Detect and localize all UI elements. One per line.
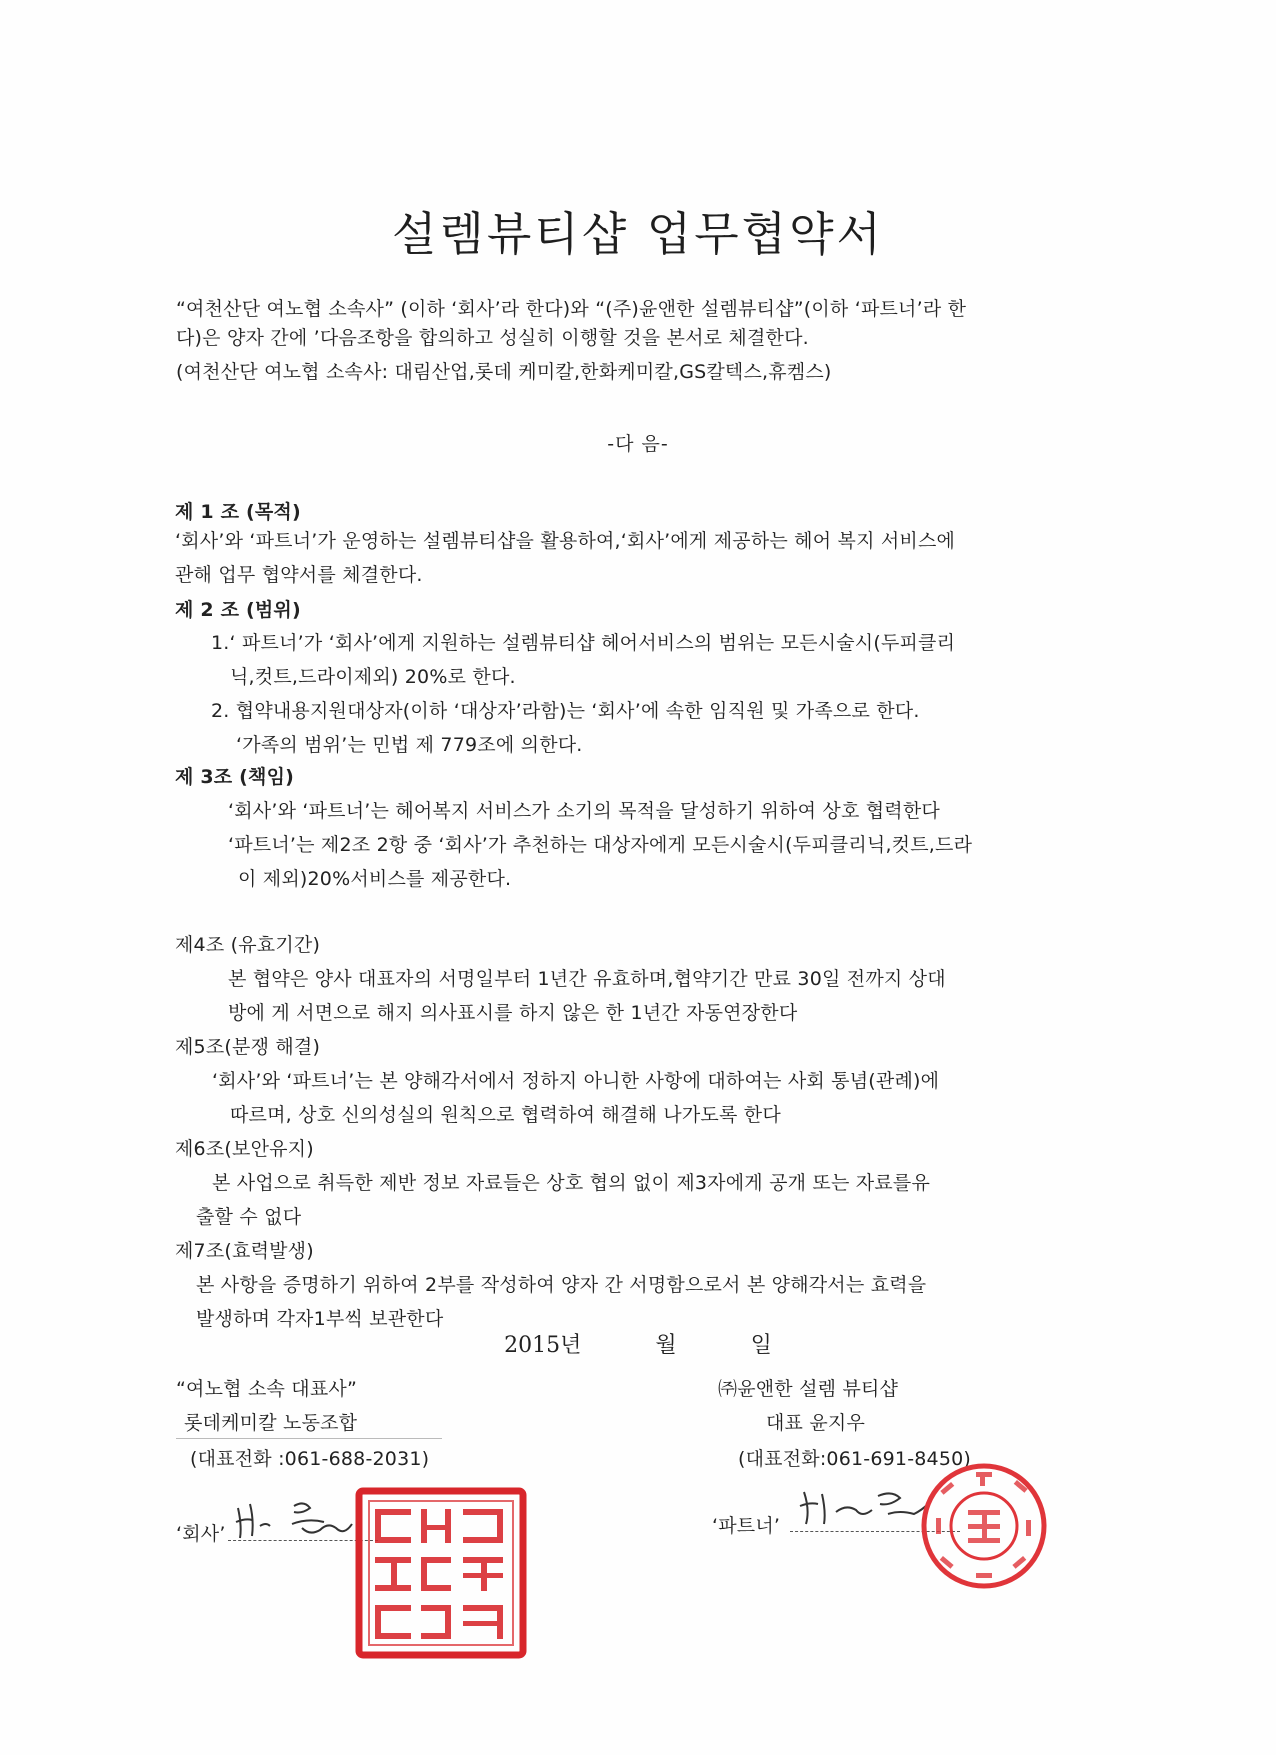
intro-line-1: “여천산단 여노협 소속사” (이하 ‘회사’라 한다)와 “(주)윤앤한 설렘뷰티샵”(이하 ‘파트너’라 한 — [176, 298, 967, 320]
signing-date — [0, 1332, 1276, 1360]
company-signature — [232, 1496, 372, 1544]
article-5-line-2: 따르며, 상호 신의성실의 원칙으로 협력하여 해결해 나가도록 한다 — [230, 1104, 781, 1126]
article-3-line-2: ‘파트너’는 제2조 2항 중 ‘회사’가 추천하는 대상자에게 모든시술시(두피클리닉,컷트,드라 — [228, 834, 973, 856]
company-sign-label: ‘회사’ — [176, 1523, 226, 1545]
partner-party-phone: (대표전화:061-691-8450) — [738, 1448, 972, 1470]
article-1-line-1: ‘회사’와 ‘파트너’가 운영하는 설렘뷰티샵을 활용하여,‘회사’에게 제공하는 헤어 복지 서비스에 — [175, 530, 956, 552]
partner-signature — [796, 1484, 936, 1530]
article-2-heading: 제 2 조 (범위) — [175, 599, 301, 621]
article-7-line-2: 발생하며 각자1부씩 보관한다 — [196, 1308, 444, 1330]
date-year: 2015년 — [504, 1333, 582, 1358]
partner-party-label: ㈜윤앤한 설렘 뷰티샵 — [718, 1378, 899, 1400]
article-4-line-1: 본 협약은 양사 대표자의 서명일부터 1년간 유효하며,협약기간 만료 30일 전까지 상대 — [228, 968, 946, 990]
article-3-line-1: ‘회사’와 ‘파트너’는 헤어복지 서비스가 소기의 목적을 달성하기 위하여 상호 협력한다 — [228, 800, 940, 822]
article-7-line-1: 본 사항을 증명하기 위하여 2부를 작성하여 양자 간 서명함으로서 본 양해각서는 효력을 — [196, 1274, 927, 1296]
article-1-heading: 제 1 조 (목적) — [175, 501, 301, 523]
article-5-heading: 제5조(분쟁 해결) — [175, 1036, 321, 1058]
article-4-line-2: 방에 게 서면으로 해지 의사표시를 하지 않은 한 1년간 자동연장한다 — [228, 1002, 798, 1024]
article-2-line-1: 1.‘ 파트너’가 ‘회사’에게 지원하는 설렘뷰티샵 헤어서비스의 범위는 모든시술시(두피클리 — [211, 632, 956, 654]
intro-line-3: (여천산단 여노협 소속사: 대림산업,롯데 케미칼,한화케미칼,GS칼텍스,휴켐스) — [176, 361, 832, 383]
article-4-heading: 제4조 (유효기간) — [175, 934, 321, 956]
article-2-line-4: ‘가족의 범위’는 민법 제 779조에 의한다. — [236, 734, 583, 756]
article-6-line-1: 본 사업으로 취득한 제반 정보 자료들은 상호 협의 없이 제3자에게 공개 또는 자료를유 — [212, 1172, 931, 1194]
article-5-line-1: ‘회사’와 ‘파트너’는 본 양해각서에서 정하지 아니한 사항에 대하여는 사회 통념(관례)에 — [212, 1070, 940, 1092]
company-red-square-stamp — [355, 1487, 527, 1659]
document-title: 설렘뷰티샵 업무협약서 — [392, 207, 884, 261]
article-6-line-2: 출할 수 없다 — [196, 1206, 302, 1228]
article-6-heading: 제6조(보안유지) — [175, 1138, 314, 1160]
company-separator-line — [176, 1438, 442, 1439]
article-3-heading: 제 3조 (책임) — [175, 766, 295, 788]
article-2-line-2: 닉,컷트,드라이제외) 20%로 한다. — [230, 666, 516, 688]
company-party-name: 롯데케미칼 노동조합 — [184, 1412, 358, 1434]
date-day: 일 — [750, 1333, 772, 1358]
company-party-phone: (대표전화 :061-688-2031) — [190, 1448, 430, 1470]
partner-sign-label: ‘파트너’ — [712, 1515, 781, 1537]
article-7-heading: 제7조(효력발생) — [175, 1240, 314, 1262]
article-1-line-2: 관해 업무 협약서를 체결한다. — [175, 564, 423, 586]
partner-representative: 대표 윤지우 — [766, 1412, 866, 1434]
partner-red-round-seal — [918, 1460, 1050, 1592]
company-party-label: “여노협 소속 대표사” — [176, 1378, 357, 1400]
divider-text: -다 음- — [607, 433, 669, 455]
article-2-line-3: 2. 협약내용지원대상자(이하 ‘대상자’라함)는 ‘회사’에 속한 임직원 및 가족으로 한다. — [211, 700, 920, 722]
intro-line-2: 다)은 양자 간에 ’다음조항을 합의하고 성실히 이행할 것을 본서로 체결한다. — [176, 327, 809, 349]
date-month: 월 — [655, 1333, 677, 1358]
article-3-line-3: 이 제외)20%서비스를 제공한다. — [238, 868, 512, 890]
